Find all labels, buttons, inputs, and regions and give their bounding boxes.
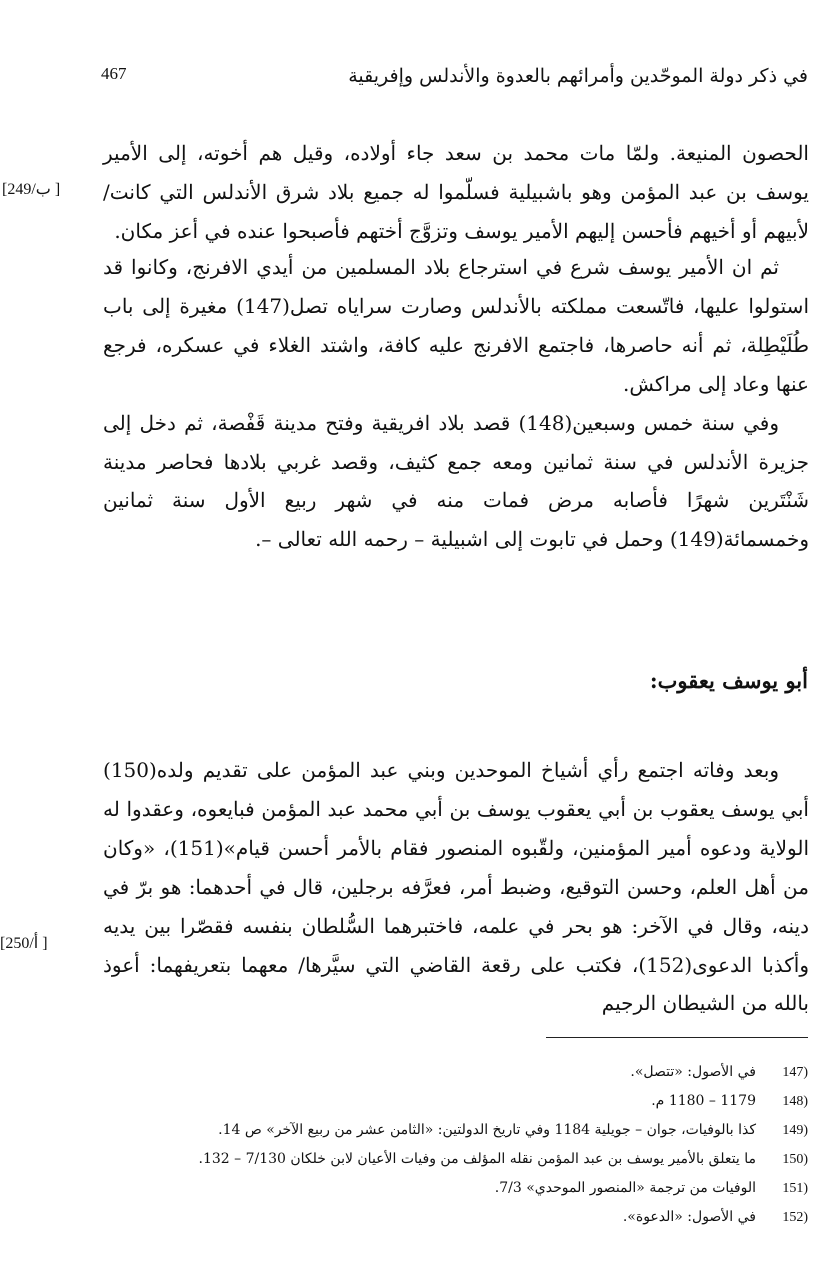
footnote-text: في الأصول: «الدعوة».: [622, 1209, 756, 1225]
footnote: [90, 1145, 808, 1174]
footnote-number: (152: [782, 1210, 808, 1225]
footnote: [90, 1058, 808, 1087]
folio-marker: [250/أ ]: [0, 935, 48, 952]
footnote: [90, 1203, 808, 1232]
footnote-text: الوفيات من ترجمة «المنصور الموحدي» 7/3.: [494, 1180, 756, 1196]
opening-paragraph: [103, 134, 809, 251]
section-text: [103, 751, 809, 1023]
body-paragraph: وبعد وفاته اجتمع رأي أشياخ الموحدين وبني عبد المؤمن على تقديم ولده(150) أبي يوسف يعقوب بن أبي يعقوب يوسف بن أبي محمد عبد المؤمن فبايعوه، وعقدوا له الولاية ودعوه أمير المؤمنين، ولقّبوه المنصور فقام بالأمر أحسن قيام»(151)، «وكان من أهل العلم، وحسن التوقيع، وضبط أمر، فعرَّفه برجلين، قال في أحدهما: هو برّ في دينه، وقال في الآخر: هو بحر في علمه، فاختبرهما السُّلطان بنفسه فقصّرا بين يديه وأكذبا الدعوى(152)، فكتب على رقعة القاضي التي سيَّرها/ معهما بتعريفهما: أعوذ بالله من الشيطان الرجيم: [103, 758, 809, 1016]
footnote-number: (150: [782, 1152, 808, 1167]
footnote: [90, 1116, 808, 1145]
footnote-rule: [546, 1037, 808, 1038]
body-paragraph: ثم ان الأمير يوسف شرع في استرجاع بلاد المسلمين من أيدي الافرنج، وكانوا قد استولوا عليها، فاتّسعت مملكته بالأندلس وصارت سراياه تصل(147) مغيرة إلى باب طُلَيْطِلة، ثم أنه حاصرها، فاجتمع الافرنج عليه كافة، واشتد الغلاء في عسكره، فرجع عنها وعاد إلى مراكش.: [103, 255, 809, 396]
page-number: 467: [101, 64, 127, 83]
running-title: في ذكر دولة الموحّدين وأمرائهم بالعدوة والأندلس وإفريقية: [348, 65, 808, 87]
footnote-text: 1179 – 1180 م.: [651, 1093, 756, 1109]
footnote-number: (148: [782, 1094, 808, 1109]
body-paragraph: وفي سنة خمس وسبعين(148) قصد بلاد افريقية وفتح مدينة قَفْصة، ثم دخل إلى جزيرة الأندلس في سنة ثمانين ومعه جمع كثيف، وقصد غربي بلادها فحاصر مدينة شَنْتَرين شهرًا فأصابه مرض فمات منه في شهر ربيع الأول سنة ثمانين وخمسمائة(149) وحمل في تابوت إلى اشبيلية – رحمه الله تعالى –.: [103, 410, 809, 552]
footnote-text: كذا بالوفيات، جوان – جويلية 1184 وفي تاريخ الدولتين: «الثامن عشر من ربيع الآخر» ص 14.: [218, 1122, 756, 1138]
footnote-number: (147: [782, 1065, 808, 1080]
footnote: [90, 1174, 808, 1203]
folio-marker: [249/ب ]: [2, 181, 61, 198]
footnote-number: (149: [782, 1123, 808, 1138]
main-text: [103, 248, 809, 559]
footnote-text: في الأصول: «تتصل».: [630, 1064, 756, 1080]
section-heading: أبو يوسف يعقوب:: [649, 668, 808, 694]
body-paragraph: الحصون المنيعة. ولمّا مات محمد بن سعد جاء أولاده، وقيل هم أخوته، إلى الأمير يوسف بن عبد المؤمن وهو باشبيلية فسلّموا له جميع بلاد شرق الأندلس التي كانت/ لأبيهم أو أخيهم فأحسن إليهم الأمير يوسف وتزوَّج أختهم فأصبحوا عنده في أعز مكان.: [103, 141, 809, 243]
footnote: [90, 1087, 808, 1116]
footnote-number: (151: [782, 1181, 808, 1196]
footnote-text: ما يتعلق بالأمير يوسف بن عبد المؤمن نقله المؤلف من وفيات الأعيان لابن خلكان 7/130 – 132.: [198, 1151, 756, 1167]
footnotes: [90, 1058, 808, 1232]
